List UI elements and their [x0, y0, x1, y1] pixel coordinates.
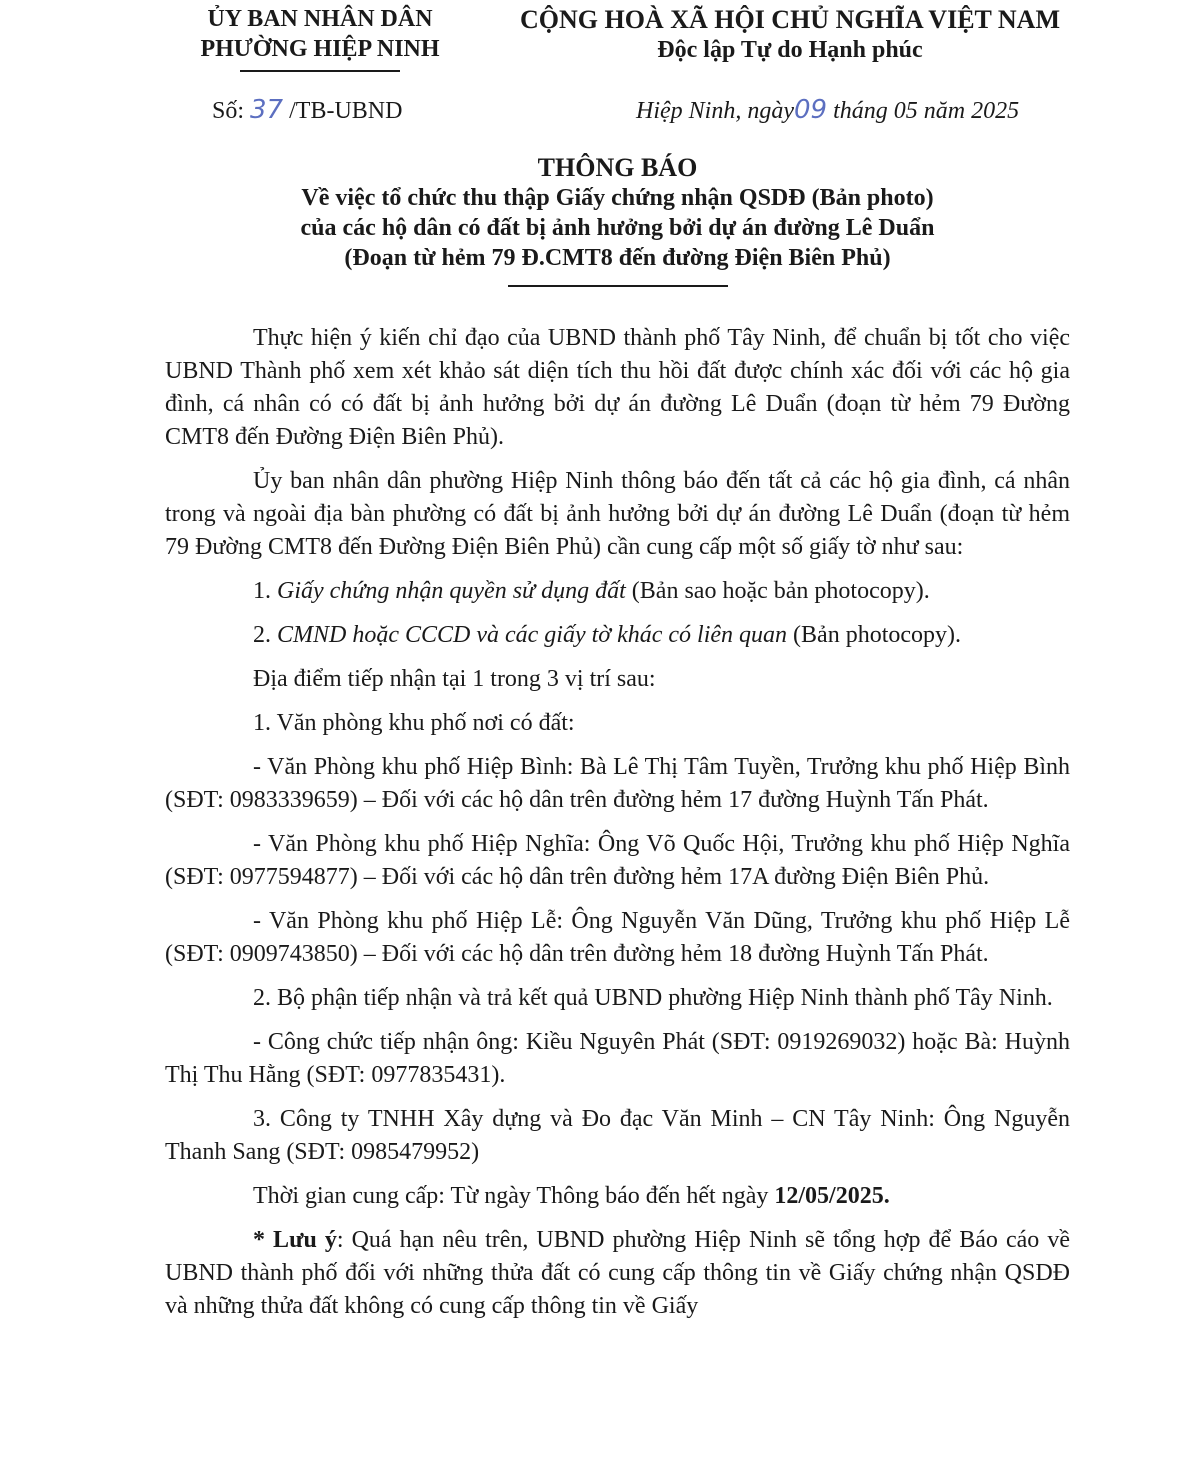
issuing-agency — [170, 4, 470, 72]
title-main: THÔNG BÁO — [537, 153, 698, 182]
date-day-handwritten: 09 — [793, 95, 828, 125]
title-line-1: Về việc tổ chức thu thập Giấy chứng nhận QSDĐ (Bản photo) — [301, 185, 934, 211]
title-line-3: (Đoạn từ hẻm 79 Đ.CMT8 đến đường Điện Biên Phủ) — [344, 245, 891, 271]
item-1-number: 1. — [253, 578, 271, 604]
number-suffix: /TB-UBND — [289, 98, 403, 124]
location-2-officers: - Công chức tiếp nhận ông: Kiều Nguyên Phát (SĐT: 0919269032) hoặc Bà: Huỳnh Thị Thu Hằng (SĐT: 0977835431). — [165, 1029, 1070, 1088]
note-label: * Lưu ý — [253, 1227, 337, 1253]
agency-underline — [240, 70, 400, 72]
deadline-prefix: Thời gian cung cấp: Từ ngày Thông báo đến hết ngày — [253, 1183, 769, 1209]
agency-line-1: ỦY BAN NHÂN DÂN — [207, 6, 433, 32]
location-1-hiep-le: - Văn Phòng khu phố Hiệp Lễ: Ông Nguyễn Văn Dũng, Trưởng khu phố Hiệp Lễ (SĐT: 0909743850) – Đối với các hộ dân trên đường hẻm 18 đường Huỳnh Tấn Phát. — [165, 908, 1070, 967]
item-2-number: 2. — [253, 622, 271, 648]
deadline-date: 12/05/2025. — [774, 1183, 890, 1209]
title-underline — [508, 285, 728, 287]
location-1-hiep-binh: - Văn Phòng khu phố Hiệp Bình: Bà Lê Thị Tâm Tuyền, Trưởng khu phố Hiệp Bình (SĐT: 0983339659) – Đối với các hộ dân trên đường hẻm 17 đường Huỳnh Tấn Phát. — [165, 754, 1070, 813]
location-1-hiep-nghia: - Văn Phòng khu phố Hiệp Nghĩa: Ông Võ Quốc Hội, Trưởng khu phố Hiệp Nghĩa (SĐT: 0977594877) – Đối với các hộ dân trên đường hẻm 17A đường Điện Biên Phủ. — [165, 831, 1070, 890]
location-1-heading: 1. Văn phòng khu phố nơi có đất: — [253, 710, 575, 736]
agency-line-2: PHƯỜNG HIỆP NINH — [200, 36, 440, 62]
national-motto: Độc lập Tự do Hạnh phúc — [657, 37, 923, 63]
location-3: 3. Công ty TNHH Xây dựng và Đo đạc Văn Minh – CN Tây Ninh: Ông Nguyễn Thanh Sang (SĐT: 0985479952) — [165, 1106, 1070, 1165]
item-1-title: Giấy chứng nhận quyền sử dụng đất — [277, 578, 626, 604]
submission-deadline — [165, 1180, 1070, 1213]
required-document-2 — [165, 619, 1070, 652]
item-2-title: CMND hoặc CCCD và các giấy tờ khác có liên quan — [277, 622, 788, 648]
locations-intro: Địa điểm tiếp nhận tại 1 trong 3 vị trí sau: — [253, 666, 656, 692]
note-text: : Quá hạn nêu trên, UBND phường Hiệp Ninh sẽ tổng hợp để Báo cáo về UBND thành phố đối với những thửa đất có cung cấp thông tin về Giấy chứng nhận QSDĐ và những thửa đất không có cung cấp thông tin về Giấy — [165, 1227, 1070, 1319]
national-heading — [505, 4, 1075, 66]
location-2-heading: 2. Bộ phận tiếp nhận và trả kết quả UBND phường Hiệp Ninh thành phố Tây Ninh. — [253, 985, 1053, 1011]
paragraph-2: Ủy ban nhân dân phường Hiệp Ninh thông báo đến tất cả các hộ gia đình, cá nhân trong và ngoài địa bàn phường có đất bị ảnh hưởng bởi dự án đường Lê Duẩn (đoạn từ hẻm 79 Đường CMT8 đến Đường Điện Biên Phủ) cần cung cấp một số giấy tờ như sau: — [165, 468, 1070, 560]
paragraph-1: Thực hiện ý kiến chỉ đạo của UBND thành phố Tây Ninh, để chuẩn bị tốt cho việc UBND Thành phố xem xét khảo sát diện tích thu hồi đất được chính xác đối với các hộ gia đình, cá nhân có có đất bị ảnh hưởng bởi dự án đường Lê Duẩn (đoạn từ hẻm 79 Đường CMT8 đến Đường Điện Biên Phủ). — [165, 325, 1070, 450]
date-suffix: tháng 05 năm 2025 — [833, 98, 1020, 124]
note-paragraph — [165, 1224, 1070, 1323]
document-date — [636, 95, 1019, 125]
required-document-1 — [165, 575, 1070, 608]
number-handwritten: 37 — [250, 95, 284, 125]
nation-name: CỘNG HOÀ XÃ HỘI CHỦ NGHĨA VIỆT NAM — [519, 5, 1061, 34]
item-2-note: (Bản photocopy). — [793, 622, 962, 648]
notice-title — [165, 153, 1070, 287]
document-number — [212, 95, 402, 125]
item-1-note: (Bản sao hoặc bản photocopy). — [631, 578, 930, 604]
document-body — [165, 322, 1070, 1323]
date-prefix: Hiệp Ninh, ngày — [636, 98, 794, 124]
number-prefix: Số: — [212, 98, 245, 124]
title-line-2: của các hộ dân có đất bị ảnh hưởng bởi dự án đường Lê Duẩn — [300, 215, 935, 241]
